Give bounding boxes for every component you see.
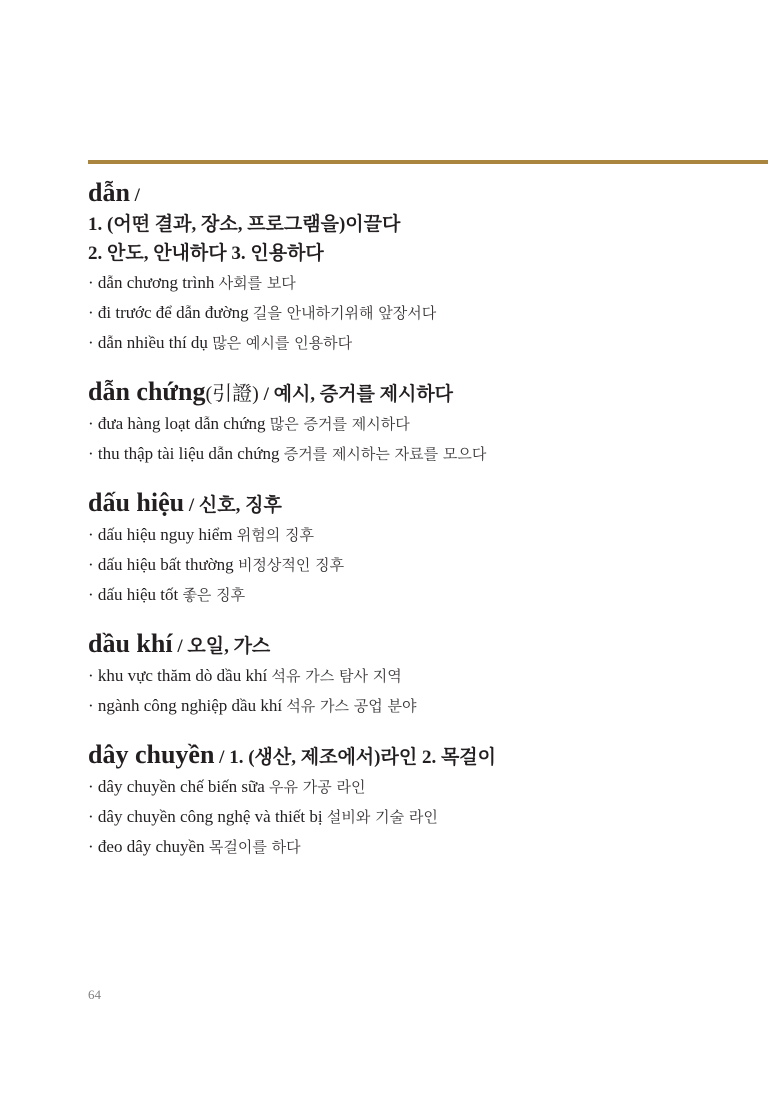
bullet: ·	[88, 525, 98, 544]
bullet: ·	[88, 444, 98, 463]
separator: /	[214, 747, 230, 768]
headword: dấu hiệu	[88, 488, 185, 517]
headword: dẫn	[88, 178, 130, 207]
example-vietnamese: dấu hiệu nguy hiểm	[97, 525, 233, 544]
bullet: ·	[88, 273, 98, 292]
example-sentence	[88, 550, 758, 580]
example-vietnamese: ngành công nghiệp dầu khí	[97, 696, 283, 715]
example-vietnamese: dấu hiệu tốt	[97, 585, 179, 604]
example-vietnamese: đeo dây chuyền	[97, 837, 205, 856]
dictionary-entry	[88, 178, 758, 358]
bullet: ·	[88, 777, 98, 796]
meaning: 신호, 징후	[198, 495, 282, 516]
entry-headline	[88, 488, 758, 520]
separator: /	[258, 384, 274, 405]
meaning: 예시, 증거를 제시하다	[273, 384, 454, 405]
entry-headline	[88, 740, 758, 772]
page-number: 64	[88, 987, 101, 1002]
example-vietnamese: đưa hàng loạt dẫn chứng	[97, 414, 266, 433]
example-vietnamese: đi trước để dẫn đường	[97, 303, 249, 322]
example-sentence	[88, 661, 758, 691]
example-sentence	[88, 772, 758, 802]
example-korean: 위험의 징후	[236, 526, 314, 544]
example-sentence	[88, 268, 758, 298]
bullet: ·	[88, 555, 98, 574]
example-sentence	[88, 520, 758, 550]
dictionary-entry	[88, 629, 758, 721]
separator: /	[184, 495, 199, 516]
entry-headline	[88, 178, 758, 210]
example-korean: 석유 가스 탐사 지역	[271, 667, 402, 685]
bullet: ·	[88, 696, 98, 715]
example-sentence	[88, 439, 758, 469]
example-sentence	[88, 832, 758, 862]
separator: /	[172, 636, 188, 657]
example-korean: 석유 가스 공업 분야	[286, 697, 417, 715]
sense-line: 2. 안도, 안내하다 3. 인용하다	[88, 243, 324, 264]
example-vietnamese: dây chuyền chế biến sữa	[97, 777, 265, 796]
headword: dẫn chứng	[88, 377, 206, 406]
bullet: ·	[88, 807, 98, 826]
example-korean: 설비와 기술 라인	[326, 808, 438, 826]
bullet: ·	[88, 414, 98, 433]
example-korean: 목걸이를 하다	[208, 838, 301, 856]
example-sentence	[88, 409, 758, 439]
example-sentence	[88, 580, 758, 610]
meaning: 1. (생산, 제조에서)라인 2. 목걸이	[229, 747, 497, 768]
dictionary-entry	[88, 740, 758, 862]
example-korean: 많은 예시를 인용하다	[212, 334, 353, 352]
entry-headline	[88, 377, 758, 409]
sense-line: 1. (어떤 결과, 장소, 프로그램을)이끌다	[88, 214, 401, 235]
example-korean: 길을 안내하기위해 앞장서다	[252, 304, 437, 322]
dictionary-entry	[88, 488, 758, 610]
dictionary-entries	[88, 178, 758, 881]
headword: dầu khí	[88, 629, 173, 658]
bullet: ·	[88, 303, 98, 322]
entry-headline	[88, 629, 758, 661]
hanja: (引證)	[205, 383, 259, 405]
example-korean: 사회를 보다	[218, 274, 296, 292]
bullet: ·	[88, 666, 98, 685]
meaning: 오일, 가스	[187, 636, 271, 657]
example-vietnamese: khu vực thăm dò dầu khí	[97, 666, 268, 685]
example-vietnamese: dây chuyền công nghệ và thiết bị	[97, 807, 323, 826]
example-korean: 우유 가공 라인	[269, 778, 366, 796]
bullet: ·	[88, 585, 98, 604]
example-korean: 좋은 징후	[182, 586, 246, 604]
bullet: ·	[88, 333, 98, 352]
example-vietnamese: dẫn chương trình	[97, 273, 215, 292]
example-korean: 증거를 제시하는 자료를 모으다	[283, 445, 487, 463]
headword: dây chuyền	[88, 740, 215, 769]
example-vietnamese: dấu hiệu bất thường	[97, 555, 234, 574]
dictionary-entry	[88, 377, 758, 469]
example-sentence	[88, 328, 758, 358]
example-sentence	[88, 802, 758, 832]
bullet: ·	[88, 837, 98, 856]
separator: /	[129, 185, 140, 206]
example-korean: 비정상적인 징후	[237, 556, 345, 574]
example-korean: 많은 증거를 제시하다	[269, 415, 410, 433]
top-gold-rule	[88, 160, 768, 164]
example-sentence	[88, 298, 758, 328]
example-sentence	[88, 691, 758, 721]
example-vietnamese: dẫn nhiều thí dụ	[97, 333, 208, 352]
example-vietnamese: thu thập tài liệu dẫn chứng	[97, 444, 280, 463]
